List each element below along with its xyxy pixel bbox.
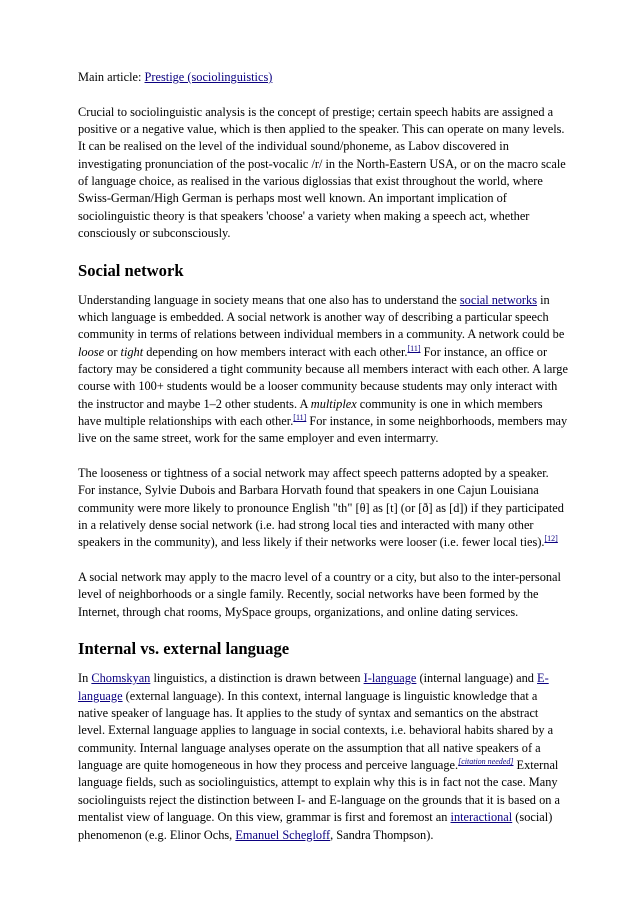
schegloff-link[interactable]: Emanuel Schegloff <box>235 827 331 842</box>
social-network-paragraph-2 <box>78 465 568 552</box>
reference-link[interactable]: [12] <box>544 534 558 544</box>
multiplex-term: multiplex <box>310 396 357 411</box>
internal-external-heading: Internal vs. external language <box>78 639 290 659</box>
main-article-prefix: Main article: <box>78 70 145 84</box>
prestige-link[interactable]: Prestige (sociolinguistics) <box>144 70 273 84</box>
reference-link[interactable]: [11] <box>293 412 307 422</box>
text-run: community is one in which members have multiple relationships with each other. <box>78 396 543 429</box>
social-networks-link[interactable]: social networks <box>459 292 538 307</box>
citation-needed <box>458 757 513 766</box>
text-run: (social) phenomenon (e.g. Elinor Ochs, <box>78 810 553 842</box>
text-run: in which language is embedded. A social network is another way of describing a particular speech community in terms of relations between individual members in a community. A network could be <box>78 292 565 342</box>
text-run: depending on how members interact with each other. <box>143 344 408 359</box>
reference-link[interactable]: [11] <box>407 343 421 353</box>
loose-term: loose <box>78 344 105 359</box>
text-run: The looseness or tightness of a social network may affect speech patterns adopted by a speaker. For instance, Sylvie Dubois and Barbara Horvath found that speakers in one Cajun Louisiana community were more likely to pronounce English "th" [θ] as [t] (or [ð] as [d]) if they participated in a relatively dense social network (i.e. had strong local ties and interacted with many other speakers in the community), and less likely if their networks were looser (i.e. fewer local ties). <box>78 466 564 550</box>
social-network-paragraph-1 <box>78 292 568 448</box>
main-article-note <box>78 69 568 86</box>
interactional-link[interactable]: interactional <box>450 810 513 825</box>
reference-11-b <box>293 413 306 422</box>
text-run: For instance, an office or factory may be considered a tight community because all members interact with each other. A large course with 100+ students would be a looser community because students may only interact with the instructor and maybe 1–2 other students. A <box>78 344 568 411</box>
text-run: For instance, in some neighborhoods, members may live on the same street, work for the same employer and even intermarry. <box>78 414 568 446</box>
text-run: , Sandra Thompson). <box>330 827 434 842</box>
prestige-paragraph: Crucial to sociolinguistic analysis is the concept of prestige; certain speech habits are assigned a positive or a negative value, which is then applied to the speaker. This can operate on many levels. It can be realised on the level of the individual sound/phoneme, as Labov discovered in investigating pronunciation of the post-vocalic /r/ in the North-Eastern USA, or on the macro scale of language choice, as realised in the various diglossias that exist throughout the world, where Swiss-German/High German is perhaps most well known. An important implication of sociolinguistic theory is that speakers 'choose' a variety when making a speech act, whether consciously or subconsciously. <box>78 104 566 241</box>
chomskyan-link[interactable]: Chomskyan <box>91 671 151 686</box>
tight-term: tight <box>120 344 144 359</box>
reference-12 <box>545 534 558 543</box>
text-run: (external language). In this context, internal language is linguistic knowledge that a native speaker of language has. It applies to the study of syntax and semantics on the abstract level. External language applies to language in social contexts, i.e. behavioral habits shared by a community. Internal language analyses operate on the assumption that all native speakers of a language are quite homogeneous in how they process and perceive language. <box>78 688 554 773</box>
internal-external-paragraph <box>78 670 568 843</box>
reference-11-a <box>407 344 420 353</box>
text-run: linguistics, a distinction is drawn between <box>150 671 364 686</box>
e-language-link[interactable]: E-language <box>78 671 549 703</box>
social-network-heading: Social network <box>78 260 184 280</box>
text-run: or <box>104 344 121 359</box>
social-network-paragraph-3: A social network may apply to the macro level of a country or a city, but also to the inter-personal level of neighborhoods or a single family. Recently, social networks have been formed by the Internet, through chat rooms, MySpace groups, organizations, and online dating services. <box>78 570 561 619</box>
text-run: Understanding language in society means that one also has to understand the <box>78 292 460 307</box>
text-run: External language fields, such as sociolinguistics, attempt to explain why this is in fact not the case. Many sociolinguists reject the distinction between I- and E-language on the grounds that it is based on a mentalist view of language. On this view, grammar is first and foremost an <box>78 758 560 825</box>
i-language-link[interactable]: I-language <box>363 671 417 686</box>
text-run: (internal language) and <box>416 671 538 686</box>
citation-needed-link[interactable]: [citation needed] <box>458 757 514 767</box>
text-run: In <box>78 671 92 686</box>
